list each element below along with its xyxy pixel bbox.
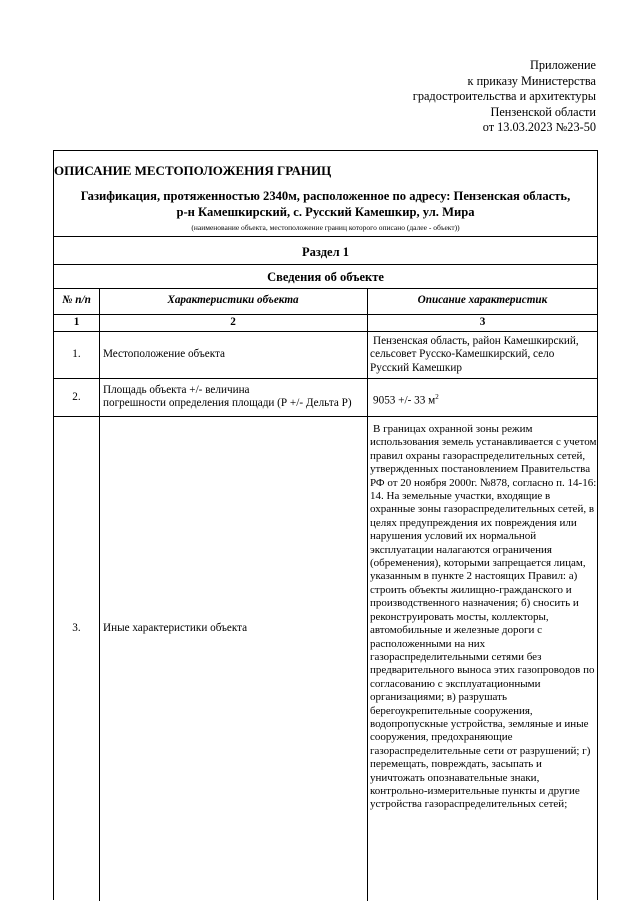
table-row-characteristic: Иные характеристики объекта — [103, 622, 248, 634]
area-value: 9053 +/- 33 м — [373, 394, 436, 407]
divider — [54, 314, 597, 315]
table-row-description: В границах охранной зоны режим использования земель устанавливается с учетом правил охраны газораспределительных сетей, утвержденных постановлением Правительства РФ от 20 ноября 2000г. №878, согласно п. 14-16: 14. На земельные участки, входящие в охранные зоны газораспределительных сетей, в целях предупреждения их повреждения или нарушения условий их нормальной эксплуатации налагаются ограничения (обременения), которыми запрещается лицам, указанным в пункте 2 настоящих Правил: а) строить объекты жилищно-гражданского и производственного назначения; б) сносить и реконструировать мосты, коллекторы, автомобильные и железные дороги с расположенными на них газораспределительными сетями без предварительного выноса этих газопроводов по согласованию с эксплуатационными организациями; в) разрушать берегоукрепительные сооружения, водопропускные устройства, земляные и иные сооружения, предохраняющие газораспределительные сети от разрушений; г) перемещать, повреждать, засыпать и уничтожать опознавательные знаки, контрольно-измерительные пункты и другие устройства газораспределительных сетей; — [370, 423, 597, 811]
characteristic-line: Площадь объекта +/- величина — [103, 384, 250, 396]
area-unit-sup: 2 — [435, 393, 439, 401]
divider — [54, 331, 597, 332]
table-row-num: 1. — [72, 348, 81, 360]
table-row-characteristic — [103, 384, 365, 411]
object-name-line: Газификация, протяженностью 2340м, расположенное по адресу: Пензенская область, — [80, 189, 571, 203]
appendix-block — [336, 58, 596, 136]
column-number: 3 — [479, 316, 486, 328]
document-frame — [53, 150, 598, 900]
appendix-line: к приказу Министерства — [467, 73, 596, 88]
object-name-line: р-н Камешкирский, с. Русский Камешкир, ул. Мира — [176, 204, 475, 219]
divider — [54, 236, 597, 237]
column-header-num: № п/п — [62, 294, 91, 306]
object-name — [64, 189, 587, 220]
divider — [54, 378, 597, 379]
object-name-note: (наименование объекта, местоположение границ которого описано (далее - объект)) — [191, 223, 460, 232]
characteristic-line: погрешности определения площади (Р +/- Дельта Р) — [103, 397, 352, 410]
appendix-line: Пензенской области — [490, 104, 596, 119]
divider — [54, 416, 597, 417]
column-header-characteristic: Характеристики объекта — [167, 294, 299, 306]
column-header-description: Описание характеристик — [417, 294, 548, 306]
table-row-description: Пензенская область, район Камешкирский, сельсовет Русско-Камешкирский, село Русский Камешкир — [370, 335, 579, 374]
document-title: ОПИСАНИЕ МЕСТОПОЛОЖЕНИЯ ГРАНИЦ — [54, 163, 332, 178]
section-label: Раздел 1 — [302, 245, 349, 259]
divider — [54, 288, 597, 289]
column-divider — [99, 288, 100, 901]
appendix-line: Приложение — [530, 58, 596, 72]
appendix-line: градостроительства и архитектуры — [412, 89, 596, 104]
column-number: 1 — [73, 316, 80, 328]
divider — [54, 264, 597, 265]
column-number: 2 — [230, 316, 236, 328]
table-row-num: 2. — [72, 391, 81, 403]
table-row-characteristic: Местоположение объекта — [103, 348, 225, 360]
appendix-line: от 13.03.2023 №23-50 — [482, 120, 596, 135]
section-subtitle: Сведения об объекте — [267, 270, 384, 284]
column-divider — [367, 288, 368, 901]
table-row-num: 3. — [72, 622, 81, 634]
table-row-description — [373, 391, 595, 408]
